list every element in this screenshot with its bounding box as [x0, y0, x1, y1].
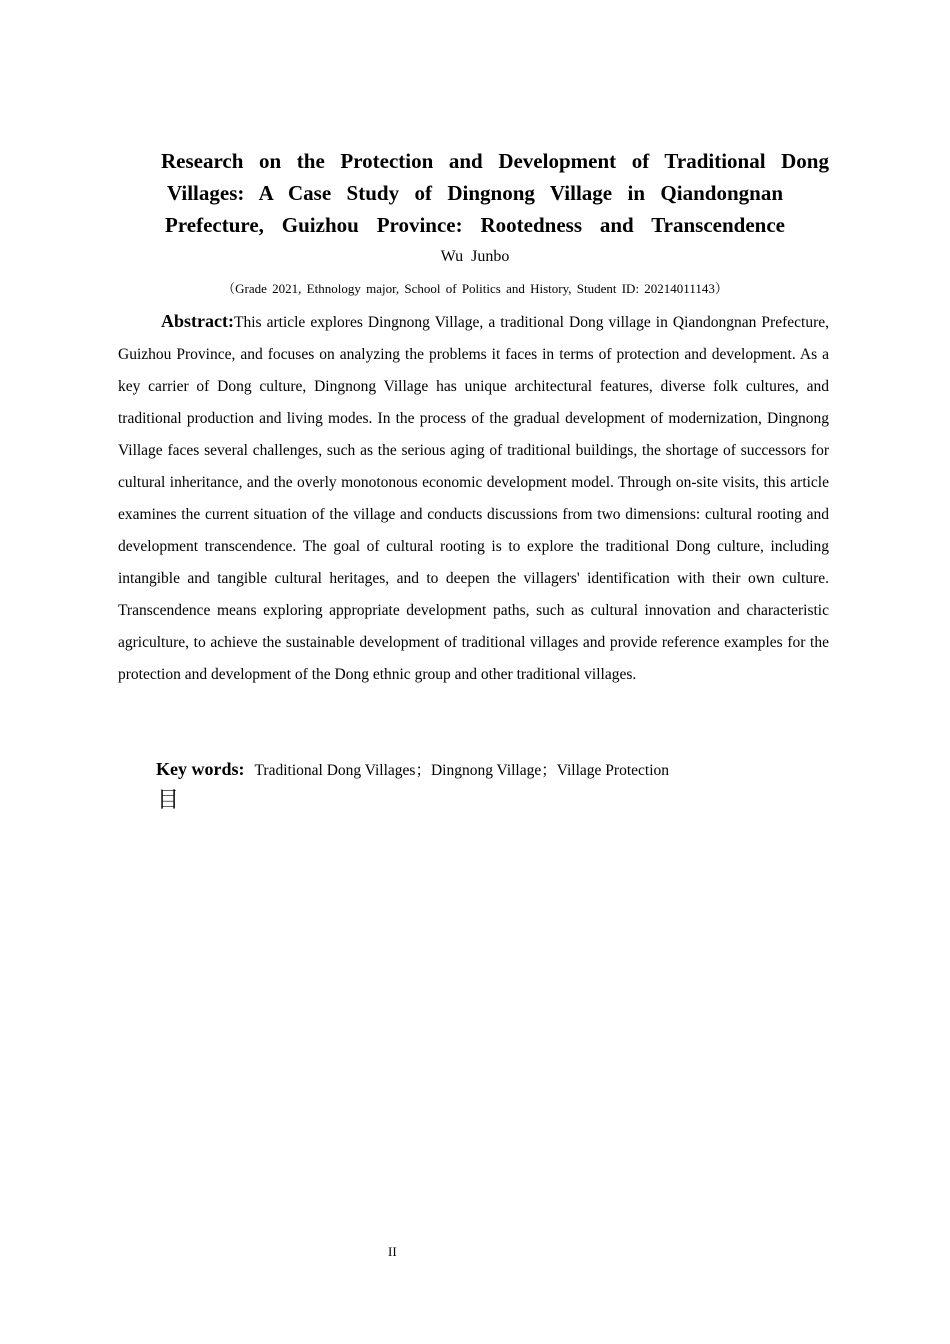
page-number: II: [388, 1244, 397, 1259]
paper-title: [118, 145, 829, 241]
title-line-3: Prefecture, Guizhou Province: Rootedness and Transcendence: [165, 213, 785, 237]
toc-heading-character: 目: [157, 788, 180, 813]
abstract-label: Abstract:: [161, 311, 234, 331]
author-name: Wu Junbo: [440, 248, 510, 265]
title-line-2: Villages: A Case Study of Dingnong Village in Qiandongnan: [167, 181, 783, 205]
keywords-line: [156, 756, 669, 784]
abstract-text: This article explores Dingnong Village, a traditional Dong village in Qiandongnan Prefecture, Guizhou Province, and focuses on analyzing the problems it faces in terms of protection and development. As a key carrier of Dong culture, Dingnong Village has unique architectural features, diverse folk cultures, and traditional production and living modes. In the process of the gradual development of modernization, Dingnong Village faces several challenges, such as the serious aging of traditional buildings, the shortage of successors for cultural inheritance, and the overly monotonous economic development model. Through on-site visits, this article examines the current situation of the village and conducts discussions from two dimensions: cultural rooting and development transcendence. The goal of cultural rooting is to explore the traditional Dong culture, including intangible and tangible cultural heritages, and to deepen the villagers' identification with their own culture. Transcendence means exploring appropriate development paths, such as cultural innovation and characteristic agriculture, to achieve the sustainable development of traditional villages and provide reference examples for the protection and development of the Dong ethnic group and other traditional villages.: [118, 314, 829, 683]
title-line-1: Research on the Protection and Development of Traditional Dong: [161, 149, 829, 173]
keywords-text: Traditional Dong Villages；Dingnong Village；Village Protection: [254, 762, 670, 779]
keywords-label: Key words:: [156, 759, 245, 779]
author-affiliation: （Grade 2021, Ethnology major, School of Politics and History, Student ID: 20214011143）: [222, 281, 728, 296]
abstract-paragraph: [118, 305, 829, 691]
